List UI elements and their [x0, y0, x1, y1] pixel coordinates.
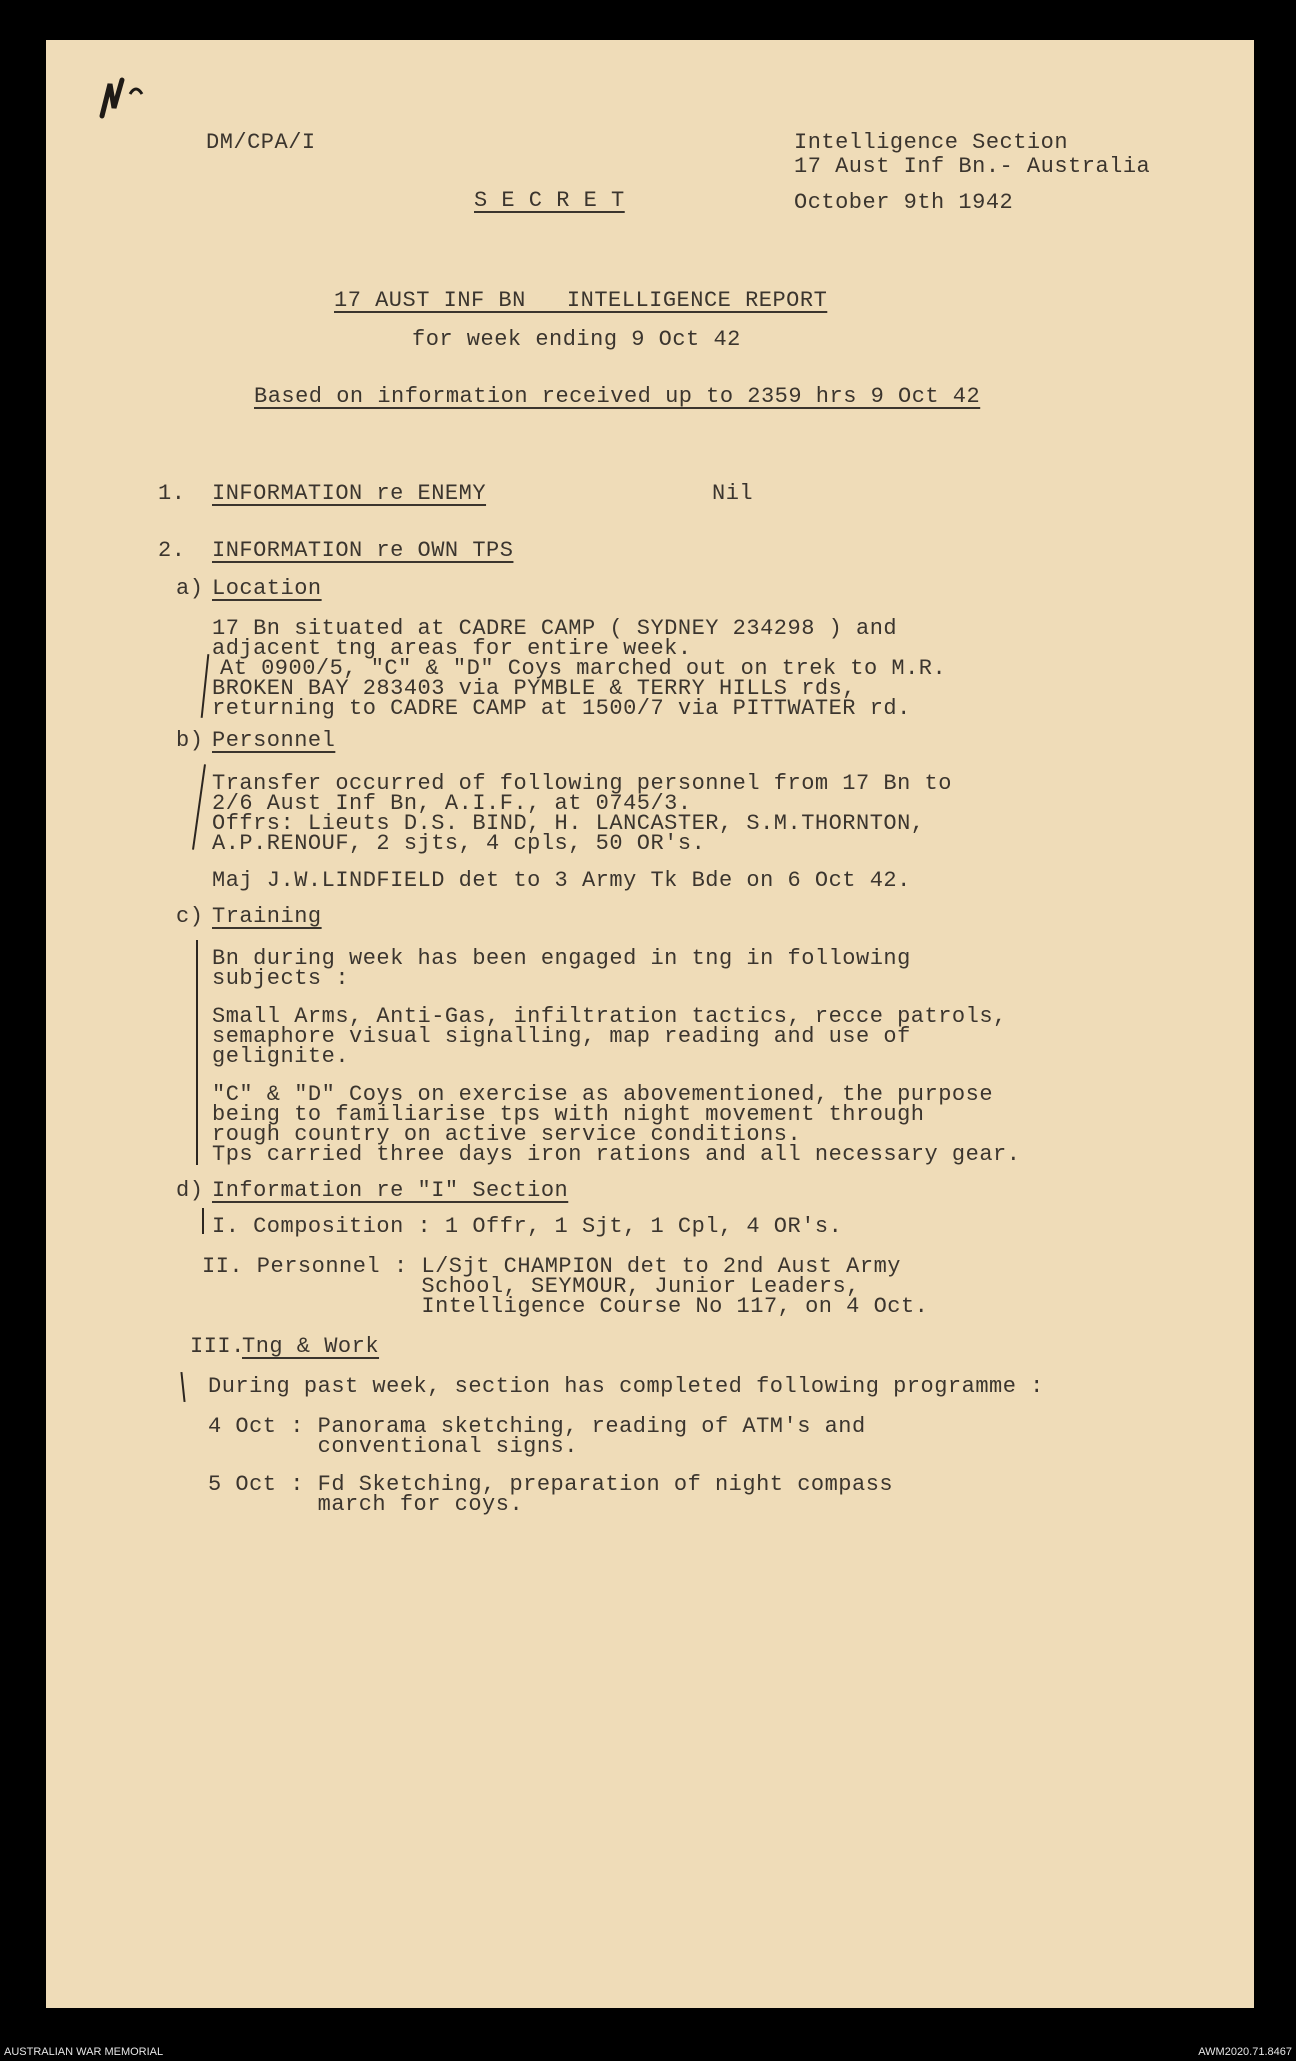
subsection-d-label: d) [176, 1178, 204, 1203]
programme-item: 4 Oct : Panorama sketching, reading of ATM's and [208, 1414, 866, 1439]
composition-line: I. Composition : 1 Offr, 1 Sjt, 1 Cpl, 4 OR's. [212, 1214, 843, 1239]
subsection-c-heading: Training [212, 904, 322, 929]
personnel-detail: School, SEYMOUR, Junior Leaders, [394, 1274, 860, 1299]
subsection-d-heading: Information re "I" Section [212, 1178, 569, 1203]
personnel-label: II. Personnel [202, 1254, 381, 1279]
margin-mark [201, 654, 210, 718]
subsection-b-heading: Personnel [212, 728, 336, 753]
location-line: returning to CADRE CAMP at 1500/7 via PITTWATER rd. [212, 696, 911, 721]
training-line: semaphore visual signalling, map reading and use of [212, 1024, 911, 1049]
org-line-2: 17 Aust Inf Bn.- Australia [794, 154, 1151, 179]
training-line: "C" & "D" Coys on exercise as abovementioned, the purpose [212, 1082, 994, 1107]
training-line: Tps carried three days iron rations and all necessary gear. [212, 1142, 1021, 1167]
location-line: 17 Bn situated at CADRE CAMP ( SYDNEY 234298 ) and [212, 616, 898, 641]
subsection-a-heading: Location [212, 576, 322, 601]
location-line: adjacent tng areas for entire week. [212, 636, 692, 661]
reference-code: DM/CPA/I [206, 130, 316, 155]
personnel-line: A.P.RENOUF, 2 sjts, 4 cpls, 50 OR's. [212, 831, 706, 856]
programme-item: march for coys. [208, 1492, 524, 1517]
subsection-b-label: b) [176, 728, 204, 753]
programme-item: 5 Oct : Fd Sketching, preparation of night compass [208, 1472, 894, 1497]
classification: S E C R E T [474, 188, 625, 213]
personnel-line: 2/6 Aust Inf Bn, A.I.F., at 0745/3. [212, 791, 692, 816]
subsection-c-label: c) [176, 904, 204, 929]
tng-work-number: III. [190, 1334, 245, 1359]
margin-mark [192, 764, 206, 849]
training-line: being to familiarise tps with night movement through [212, 1102, 925, 1127]
personnel-line: Offrs: Lieuts D.S. BIND, H. LANCASTER, S.M.THORNTON, [212, 811, 925, 836]
document-page [46, 40, 1254, 2008]
section-2-heading: INFORMATION re OWN TPS [212, 538, 514, 563]
footer-source: AUSTRALIAN WAR MEMORIAL [4, 2046, 164, 2058]
section-1-value: Nil [712, 481, 754, 506]
location-line: BROKEN BAY 283403 via PYMBLE & TERRY HILLS rds, [212, 676, 857, 701]
training-line: gelignite. [212, 1044, 350, 1069]
tng-work-heading: Tng & Work [242, 1334, 380, 1359]
subsection-a-label: a) [176, 576, 204, 601]
personnel-line: Transfer occurred of following personnel from 17 Bn to [212, 771, 952, 796]
location-line: At 0900/5, "C" & "D" Coys marched out on trek to M.R. [220, 656, 947, 681]
section-1-number: 1. [158, 481, 186, 506]
margin-mark [196, 940, 198, 1165]
margin-mark [202, 1208, 204, 1234]
footer-accession: AWM2020.71.8467 [1198, 2046, 1292, 2058]
section-1-heading: INFORMATION re ENEMY [212, 481, 487, 506]
margin-mark [180, 1372, 185, 1402]
section-2-number: 2. [158, 538, 186, 563]
personnel-detail: Intelligence Course No 117, on 4 Oct. [394, 1294, 929, 1319]
training-line: rough country on active service conditions. [212, 1122, 802, 1147]
org-line-1: Intelligence Section [794, 130, 1069, 155]
report-basis: Based on information received up to 2359 hrs 9 Oct 42 [254, 384, 981, 409]
report-date: October 9th 1942 [794, 190, 1014, 215]
personnel-detail: : L/Sjt CHAMPION det to 2nd Aust Army [394, 1254, 901, 1279]
report-title: 17 AUST INF BN INTELLIGENCE REPORT [334, 288, 828, 313]
training-line: Bn during week has been engaged in tng in following [212, 946, 911, 971]
report-subtitle: for week ending 9 Oct 42 [412, 327, 741, 352]
handwritten-initial-mark [96, 72, 166, 122]
training-line: subjects : [212, 966, 350, 991]
personnel-note: Maj J.W.LINDFIELD det to 3 Army Tk Bde on 6 Oct 42. [212, 868, 911, 893]
programme-intro: During past week, section has completed following programme : [208, 1374, 1044, 1399]
programme-item: conventional signs. [208, 1434, 578, 1459]
training-line: Small Arms, Anti-Gas, infiltration tactics, recce patrols, [212, 1004, 1007, 1029]
